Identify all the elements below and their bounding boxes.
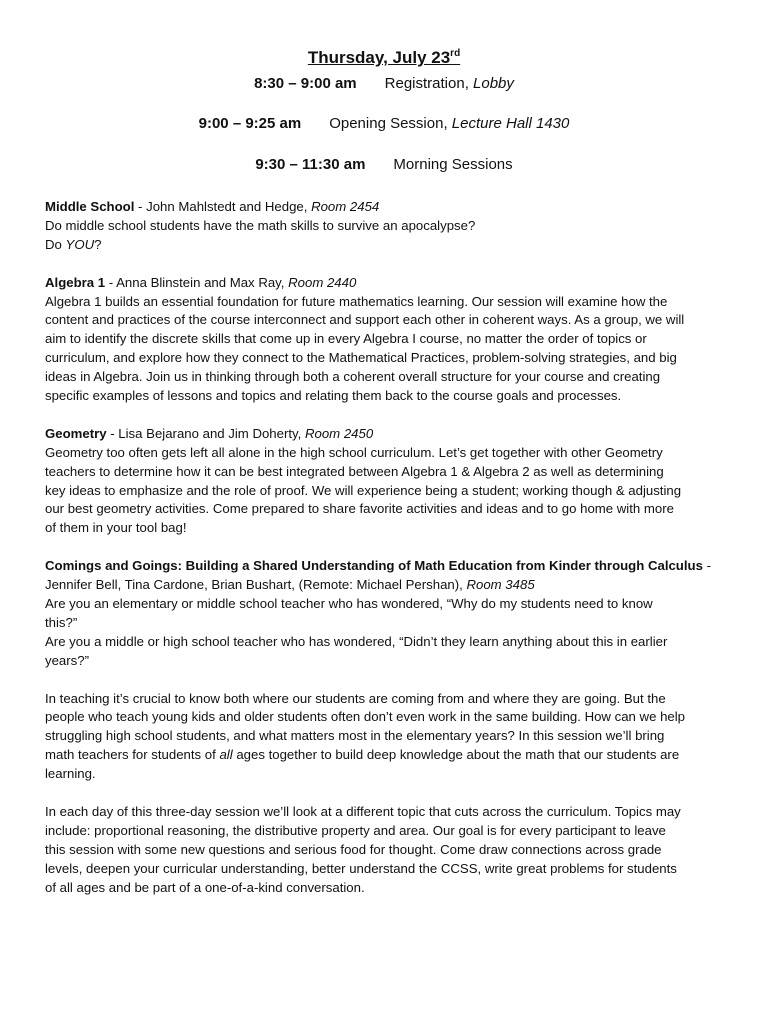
session-presenters: - Lisa Bejarano and Jim Doherty, [106,425,305,441]
session-text-line: In teaching it’s crucial to know both where our students are coming from and where they are going. But the [45,690,666,706]
session-text-line: struggling high school students, and what matters most in the elementary years? In this session we’ll bring [45,728,665,744]
schedule-time: 9:30 – 11:30 am [255,156,366,173]
session-text-line: Do middle school students have the math skills to survive an apocalypse? [45,217,476,233]
schedule-event: Opening Session, [329,115,452,132]
session-title: Algebra 1 [45,274,106,290]
emphasis-text: YOU [65,236,95,252]
comings-paragraph-1 [45,690,725,785]
session-room: Room 2440 [288,274,357,290]
session-algebra-1 [45,274,725,406]
session-room: Room 2450 [304,425,374,441]
session-text-line: teachers to determine how it can be best integrated between Algebra 1 & Algebra 2 as well as determining [45,463,664,479]
session-title: Geometry [45,425,107,441]
session-text-line: content and practices of the course interconnect and support each other in coherent ways. As a group, we will [45,312,685,328]
sessions-content [45,198,725,916]
session-geometry [45,425,725,538]
session-heading-line [45,198,725,217]
session-text-line: of them in your tool bag! [45,520,187,536]
session-text-line: years?” [45,652,89,668]
session-text-line: curriculum, and explore how they connect to the Mathematical Practices, problem-solving strategies, and big [45,350,677,366]
text-segment: Do [45,236,66,252]
schedule-row-morning [0,155,768,175]
session-text-line: Are you an elementary or middle school teacher who has wondered, “Why do my students need to know [45,595,653,611]
session-text-line: key ideas to emphasize and the role of proof. We will experience being a student; working though & adjusting [45,482,682,498]
session-comings-and-goings [45,557,725,670]
session-title: Comings and Goings: Building a Shared Understanding of Math Education from Kinder through Calculus [45,558,703,574]
schedule-event: Morning Sessions [393,156,513,173]
session-text-line: include: proportional reasoning, the distributive property and area. Our goal is for every participant to leave [45,822,666,838]
schedule-location: Lobby [473,75,514,92]
schedule-time: 8:30 – 9:00 am [254,75,357,92]
schedule-row-registration [0,74,768,94]
session-presenters: - Anna Blinstein and Max Ray, [105,274,289,290]
emphasis-text: all [219,747,233,763]
session-text-line: this session with some new questions and serious food for thought. Come draw connections across grade [45,841,662,857]
session-heading-line [45,274,725,293]
session-text-line [45,236,725,255]
schedule-event: Registration, [384,75,474,92]
session-text-line: of all ages and be part of a one-of-a-kind conversation. [45,879,365,895]
session-text-line: ideas in Algebra. Join us in thinking through both a coherent overall structure for your course and creating [45,369,661,385]
session-text-line: aim to identify the discrete skills that come up in every Algebra I course, no matter the order of topics or [45,331,647,347]
text-segment: ages together to build deep knowledge about the math that our students are [232,747,680,763]
session-room: Room 3485 [466,577,535,593]
session-presenters: - John Mahlstedt and Hedge, [134,199,312,214]
session-text-line: learning. [45,766,96,782]
session-text-line: Geometry too often gets left all alone in the high school curriculum. Let’s get together with other Geometry [45,444,663,460]
session-heading-line [45,557,725,576]
page-title-text: Thursday, July 23 [307,48,451,67]
session-presenters: Jennifer Bell, Tina Cardone, Brian Bushart, (Remote: Michael Pershan), [45,577,467,593]
session-text-line: this?” [45,614,78,630]
session-heading-line [45,425,725,444]
session-text-line: Algebra 1 builds an essential foundation for future mathematics learning. Our session will examine how the [45,293,668,309]
session-text-line: In each day of this three-day session we’ll look at a different topic that cuts across the curriculum. Topics may [45,803,681,819]
session-text-line: levels, deepen your curricular understanding, better understand the CCSS, write great problems for students [45,860,677,876]
schedule-location: Lecture Hall 1430 [451,115,570,132]
session-middle-school [45,198,725,255]
page-title-superscript: rd [450,48,461,59]
session-text-line: Are you a middle or high school teacher who has wondered, “Didn’t they learn anything about this in earlier [45,633,668,649]
session-text-line: our best geometry activities. Come prepared to share favorite activities and ideas and to go home with more [45,501,674,517]
session-title: Middle School [45,199,135,214]
schedule-time: 9:00 – 9:25 am [198,115,302,132]
session-text-line: people who teach young kids and older students often don’t even work in the same building. How can we help [45,709,685,725]
comings-paragraph-2 [45,803,725,898]
text-segment: math teachers for students of [45,747,220,763]
page-title [0,47,768,69]
schedule-row-opening [0,114,768,134]
session-text-line [45,746,725,765]
heading-dash: - [702,558,711,574]
session-text-line: specific examples of lessons and topics and relating them back to the course goals and processes. [45,388,622,404]
session-presenters-line [45,576,725,595]
text-segment: ? [94,236,102,252]
session-room: Room 2454 [311,199,380,214]
